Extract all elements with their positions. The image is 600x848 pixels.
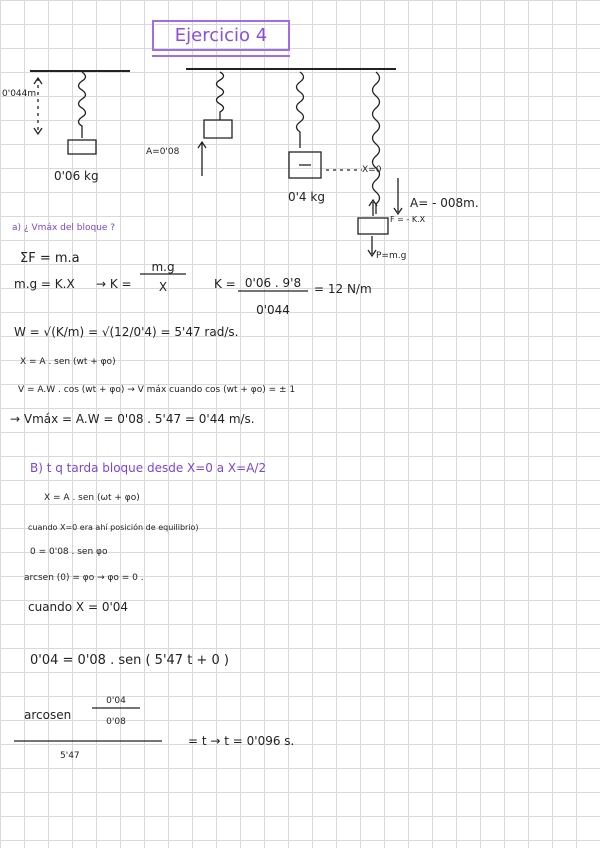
spring-equilibrium <box>297 72 304 148</box>
part-b-question: B) t q tarda bloque desde X=0 a X=A/2 <box>30 461 267 475</box>
eq-k-1: m.g = K.X <box>14 277 75 291</box>
velocity-equation: V = A.W . cos (wt + φo) → V máx cuando cos (wt + φo) = ± 1 <box>18 385 296 395</box>
mass2-label: 0'4 kg <box>288 190 325 204</box>
x0-label: X=0 <box>362 165 382 175</box>
eq-k-num: m.g <box>151 260 175 274</box>
k-result: = 12 N/m <box>314 282 372 296</box>
b-line-4: 0'04 = 0'08 . sen ( 5'47 t + 0 ) <box>30 653 229 668</box>
final-result: = t → t = 0'096 s. <box>188 734 295 748</box>
omega-equation: W = √(K/m) = √(12/0'4) = 5'47 rad/s. <box>14 325 239 339</box>
part-a-question: a) ¿ Vmáx del bloque ? <box>12 223 116 233</box>
mass-block-bottom <box>358 218 388 234</box>
k-calc-num: 0'06 . 9'8 <box>244 276 302 290</box>
mass-block-top <box>204 120 232 138</box>
b-line-2: arcsen (0) = φo → φo = 0 . <box>24 573 144 583</box>
stretch-label: 0'044m <box>2 89 37 99</box>
k-calc-label: K = <box>214 277 236 291</box>
neg-amp-label: A= - 008m. <box>410 196 479 210</box>
sum-forces: ΣF = m.a <box>20 251 80 266</box>
left-mass-block <box>68 140 96 154</box>
position-equation: X = A . sen (wt + φo) <box>20 357 116 367</box>
page-title: Ejercicio 4 <box>152 20 290 51</box>
weight-label: P=m.g <box>376 251 407 261</box>
eq-k-den: X <box>158 280 168 294</box>
vmax-equation: → Vmáx = A.W = 0'08 . 5'47 = 0'44 m/s. <box>10 412 255 426</box>
spring-stretched <box>373 72 380 214</box>
left-spring <box>79 72 86 138</box>
mass-label: 0'06 kg <box>54 169 99 183</box>
big-den: 5'47 <box>60 751 80 761</box>
eq-k-arrow: → K = <box>96 277 132 291</box>
k-calc-den: 0'044 <box>256 303 290 317</box>
up-arrow <box>198 142 206 176</box>
b-line-3: cuando X = 0'04 <box>28 600 129 614</box>
arcsen-label: arcosen <box>24 708 72 722</box>
arcsen-den: 0'08 <box>106 717 126 727</box>
b-line-1: 0 = 0'08 . sen φo <box>30 547 108 557</box>
part-b-position-equation: X = A . sen (ωt + φo) <box>44 493 140 503</box>
force-label: F = - K.X <box>390 215 426 224</box>
spring-compressed <box>217 72 224 120</box>
amplitude-label: A=0'08 <box>146 147 180 157</box>
arcsen-num: 0'04 <box>106 696 126 706</box>
amplitude-arrow <box>394 178 402 214</box>
when-text: cuando X=0 era ahí posición de equilibrio) <box>28 523 199 532</box>
weight-arrow <box>368 236 376 256</box>
